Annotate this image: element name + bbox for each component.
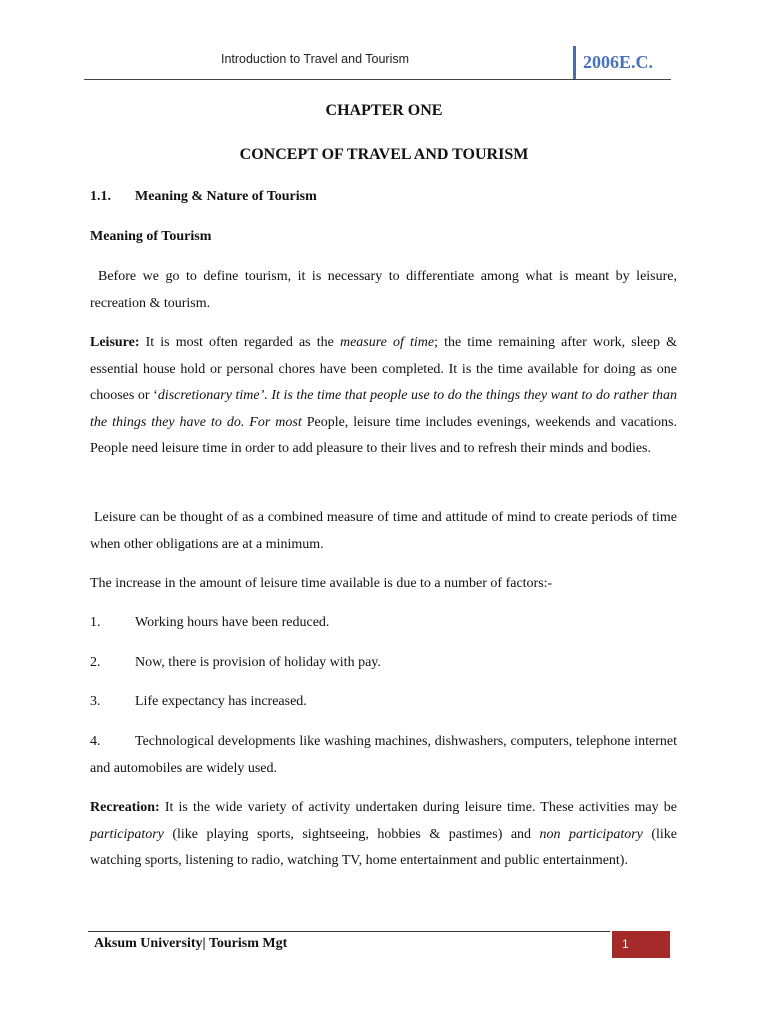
leisure-label: Leisure: bbox=[90, 335, 140, 350]
chapter-subtitle: CONCEPT OF TRAVEL AND TOURISM bbox=[239, 146, 529, 163]
list-item-text: Technological developments like washing machines, dishwashers, computers, telephone internet and automobiles are widely used. bbox=[90, 734, 677, 776]
list-item-text: Now, there is provision of holiday with pay. bbox=[135, 655, 381, 670]
list-item-number: 1. bbox=[90, 615, 101, 630]
footer-text: Aksum University| Tourism Mgt bbox=[94, 936, 288, 951]
page-number: 1 bbox=[612, 931, 670, 958]
list-item bbox=[90, 610, 677, 637]
recreation-italic-1: participatory bbox=[90, 826, 164, 842]
list-item-number: 3. bbox=[90, 694, 101, 709]
list-item bbox=[90, 650, 677, 677]
leisure-paragraph bbox=[90, 330, 677, 463]
list-item-number: 2. bbox=[90, 655, 101, 670]
recreation-text-3: (like watching sports, listening to radio, watching TV, home entertainment and public entertainment). bbox=[90, 826, 677, 869]
list-item-text: Working hours have been reduced. bbox=[135, 615, 330, 630]
leisure-italic-1: measure of time bbox=[339, 335, 435, 350]
intro-paragraph: Before we go to define tourism, it is necessary to differentiate among what is meant by leisure, recreation & tourism. bbox=[90, 269, 677, 311]
leisure-text-1: It is most often regarded as the bbox=[139, 335, 340, 350]
leisure-text-3: People, leisure time includes evenings, weekends and vacations. People need leisure time in order to add pleasure to their lives and to refresh their minds and bodies. bbox=[90, 414, 677, 457]
factors-intro: The increase in the amount of leisure time available is due to a number of factors:- bbox=[90, 576, 553, 591]
footer-rule bbox=[88, 931, 610, 932]
list-item bbox=[90, 689, 677, 716]
recreation-italic-2: non participatory bbox=[539, 826, 643, 842]
chapter-title: CHAPTER ONE bbox=[325, 102, 443, 119]
recreation-text-1: It is the wide variety of activity undertaken during leisure time. These activities may be bbox=[159, 800, 677, 815]
header-year: 2006E.C. bbox=[583, 52, 654, 72]
subsection-heading: Meaning of Tourism bbox=[90, 229, 212, 244]
header-rule bbox=[84, 79, 671, 80]
list-item-text: Life expectancy has increased. bbox=[135, 694, 307, 709]
header-divider-bar bbox=[573, 46, 576, 79]
leisure-italic-2: discretionary time’. It is the time that people use to do the things they want to do rather than the things they have to do. For most bbox=[90, 388, 677, 430]
list-item bbox=[90, 729, 677, 782]
recreation-label: Recreation: bbox=[90, 800, 160, 815]
section-number: 1.1. bbox=[90, 189, 111, 204]
leisure-combined-paragraph: Leisure can be thought of as a combined measure of time and attitude of mind to create periods of time when other obligations are at a minimum. bbox=[90, 510, 677, 552]
section-heading bbox=[90, 189, 317, 205]
running-header-title: Introduction to Travel and Tourism bbox=[220, 52, 410, 66]
leisure-text-2: ; the time remaining after work, sleep & essential house hold or personal chores have been completed. It is the time available for doing as one chooses or ‘ bbox=[90, 335, 677, 404]
section-title: Meaning & Nature of Tourism bbox=[135, 189, 317, 204]
recreation-text-2: (like playing sports, sightseeing, hobbies & pastimes) and bbox=[163, 826, 540, 842]
list-item-number: 4. bbox=[90, 734, 101, 749]
recreation-paragraph bbox=[90, 795, 677, 875]
